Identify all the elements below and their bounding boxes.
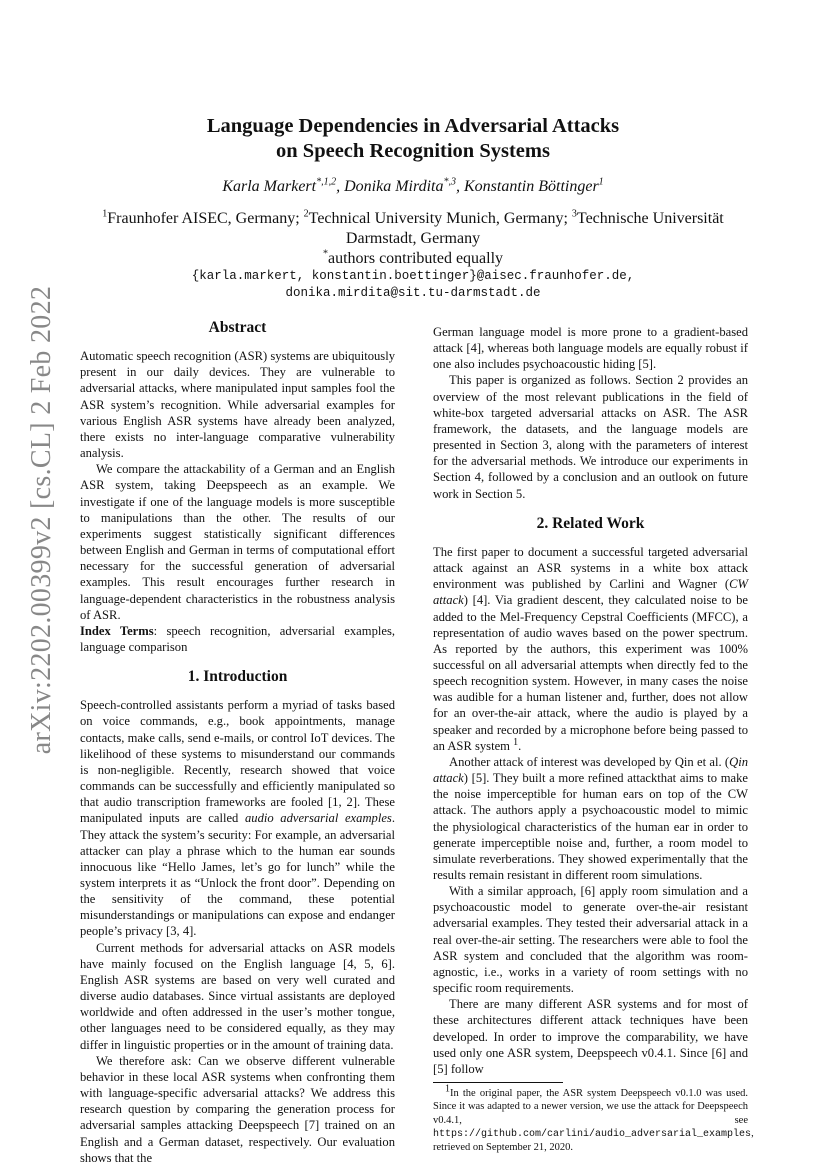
email-block — [80, 268, 746, 302]
intro-paragraph-3: We therefore ask: Can we observe different vulnerable behavior in these local ASR systems when confronting them with language-specific adversarial attacks? We address this research question by comparing the generation process for adversarial samples attacking Deepspeech [7] trained on an English and a German dataset, respectively. Our evaluation shows that the — [80, 1053, 395, 1165]
related-work-heading: 2. Related Work — [536, 514, 645, 532]
footnote-text-end: , retrieved on September 21, 2020. — [433, 1127, 754, 1154]
footnote — [433, 1083, 754, 1154]
author-3: Konstantin Böttinger — [464, 178, 599, 195]
right-column — [433, 324, 754, 1155]
affil-1-sup: 1 — [102, 208, 108, 220]
index-terms-label: Index Terms — [80, 623, 154, 638]
author-list: Karla Markert$^{*,1,2}$, Donika Mirdita$^{*,3}$, Konstantin Böttinger$^1$ — [222, 176, 604, 195]
related-p2-text-cont: ) [5]. They built a more refined attackthat aims to make the noise imperceptible for human ears on top of the CW attack. The authors apply a psychoacoustic model to mimic the physiological characteristics of the human ear in order to generate imperceptible noise and, further, a room model to simulate reverberations. They showed experimentally that the results remain resistant in different room simulations. — [433, 771, 748, 882]
intro-p1-text-cont: . They attack the system’s security: For example, an adversarial attacker can play a phrase which to the human ear sounds innocuous like “Hello James, let’s go for lunch” while the system interprets it as “Unlock the front door”. Depending on the sensitivity of the command, these potential misunderstandings or manipulations can expose and endanger people’s privacy [3, 4]. — [80, 811, 395, 939]
arxiv-id: arXiv:2202.00399v2 [cs.CL] 2 Feb 2022 — [26, 285, 57, 755]
abstract-heading: Abstract — [208, 319, 267, 336]
related-paragraph-1 — [433, 544, 748, 754]
intro-paragraph-1 — [80, 697, 395, 939]
intro-p1-text: Speech-controlled assistants perform a myriad of tasks based on voice commands, e.g., book appointments, manage contacts, make calls, send e-mails, or control IoT devices. The likelihood of these systems to misunderstand our commands is non-negligible. Recently, research showed that voice commands can be successfully and efficiently manipulated so that audio transcription frameworks are fooled [1, 2]. These manipulated inputs are called — [80, 698, 395, 826]
email-line-1: {karla.markert, konstantin.boettinger}@aisec.fraunhofer.de, — [191, 269, 635, 283]
equal-contrib-sup: * — [322, 248, 328, 260]
intro-p1-emphasis: audio adversarial examples — [244, 811, 392, 826]
affiliations — [80, 209, 746, 269]
index-terms-text: : speech recognition, adversarial examples, language comparison — [80, 623, 396, 654]
introduction-heading: 1. Introduction — [187, 668, 288, 686]
author-3-sup: 1 — [598, 176, 604, 188]
footnote-text: In the original paper, the ASR system Deepspeech v0.1.0 was used. Since it was adapted to a newer version, we use the attack for Deepspeech v0.4.1, see — [433, 1088, 748, 1126]
related-p1-text: The first paper to document a successful targeted adversarial attack against an ASR systems in a white box attack environment was published by Carlini and Wagner ( — [433, 544, 748, 592]
related-p1-end: . — [518, 738, 522, 753]
paper-organization-paragraph: This paper is organized as follows. Section 2 provides an overview of the most relevant publications in the field of white-box targeted adversarial attacks on ASR. The ASR framework, the datasets, and the language models are presented in Section 3, along with the parameters of interest for the adversarial methods. We introduce our experiments in Section 4, followed by a conclusion and an outlook on future work in Section 5. — [433, 373, 748, 501]
related-p1-text-cont: ) [4]. Via gradient descent, they calculated noise to be added to the Mel-Frequency Cepstral Coefficients (MFCC), a representation of audio waves based on the power spectrum. As reported by the authors, this experiment was 100% successful on all adversarial attempts when directly fed to the speech recognition system. However, in many cases the noise was audible for a human listener and, further, does not allow for an over-the-air attack, where the audio is played by a speaker and recorded by a microphone before being passed to an ASR system — [433, 593, 748, 753]
left-column — [80, 320, 395, 1166]
related-paragraph-3: With a similar approach, [6] apply room simulation and a psychoacoustic model to generate over-the-air resistant adversarial examples. They tested their adversarial attack in a real over-the-air setting. The researchers were able to fool the ASR system and concluded that the algorithm was room-agnostic, i.e., works in a variety of room settings with no specific room requirements. — [433, 884, 748, 996]
related-paragraph-2 — [433, 754, 748, 883]
related-paragraph-4: There are many different ASR systems and for most of these architectures different attack techniques have been developed. In order to improve the comparability, we have used only one ASR system, Deepspeech v0.4.1. Since [6] and [5] follow — [433, 997, 748, 1076]
footnote-url-link[interactable]: https://github.com/carlini/audio_adversarial_examples — [433, 1128, 752, 1140]
affil-1: Fraunhofer AISEC, Germany; — [107, 210, 304, 227]
equal-contrib-note: authors contributed equally — [327, 250, 504, 267]
affil-2-sup: 2 — [303, 208, 309, 220]
title-line-1: Language Dependencies in Adversarial Attacks — [206, 115, 620, 137]
index-terms — [80, 623, 395, 655]
footnote-divider — [433, 1082, 563, 1083]
abstract-paragraph-1: Automatic speech recognition (ASR) systems are ubiquitously present in our daily devices. They are vulnerable to adversarial attacks, where manipulated input samples fool the ASR system’s recognition. While adversarial examples for various English ASR systems have already been analyzed, there exists no inter-language comparative vulnerability analysis. — [80, 349, 395, 461]
intro-paragraph-2: Current methods for adversarial attacks on ASR models have mainly focused on the English language [4, 5, 6]. English ASR systems are based on very well curated and diverse audio databases. Since virtual assistants are deployed worldwide and often addressed in the user’s mother tongue, other languages need to be considered equally, as they may differ in linguistic properties or in the amount of training data. — [80, 940, 395, 1052]
related-p1-emphasis: CW attack — [433, 577, 748, 608]
arxiv-sidebar-stamp — [22, 285, 62, 755]
affil-2: Technical University Munich, Germany; — [308, 210, 572, 227]
email-line-2: donika.mirdita@sit.tu-darmstadt.de — [285, 286, 541, 300]
author-1: Karla Markert — [222, 178, 317, 195]
intro-continued-paragraph: German language model is more prone to a gradient-based attack [4], whereas both language models are equally robust if one also includes psychoacoustic hiding [5]. — [433, 325, 748, 372]
related-p2-emphasis: Qin attack — [433, 754, 748, 786]
footnote-marker: 1 — [513, 736, 519, 748]
author-2: Donika Mirdita — [344, 178, 444, 195]
abstract-paragraph-2: We compare the attackability of a German and an English ASR system, taking Deepspeech as an example. We investigate if one of the language models is more susceptible to manipulations than the other. The results of our experiments suggest statistically significant differences between English and German in terms of computational effort necessary for the successful generation of adversarial examples. This result encourages further research in language-dependent characteristics in the robustness analysis of ASR. — [80, 462, 395, 622]
author-2-sup: *,3 — [443, 176, 456, 188]
affil-3: Technische Universität Darmstadt, Germany — [345, 210, 724, 247]
title-line-2: on Speech Recognition Systems — [276, 140, 550, 162]
paper-title — [80, 114, 746, 164]
footnote-number: 1 — [445, 1083, 450, 1095]
author-1-sup: *,1,2 — [316, 176, 337, 188]
related-p2-text: Another attack of interest was developed by Qin et al. ( — [449, 754, 730, 769]
affil-3-sup: 3 — [571, 208, 577, 220]
